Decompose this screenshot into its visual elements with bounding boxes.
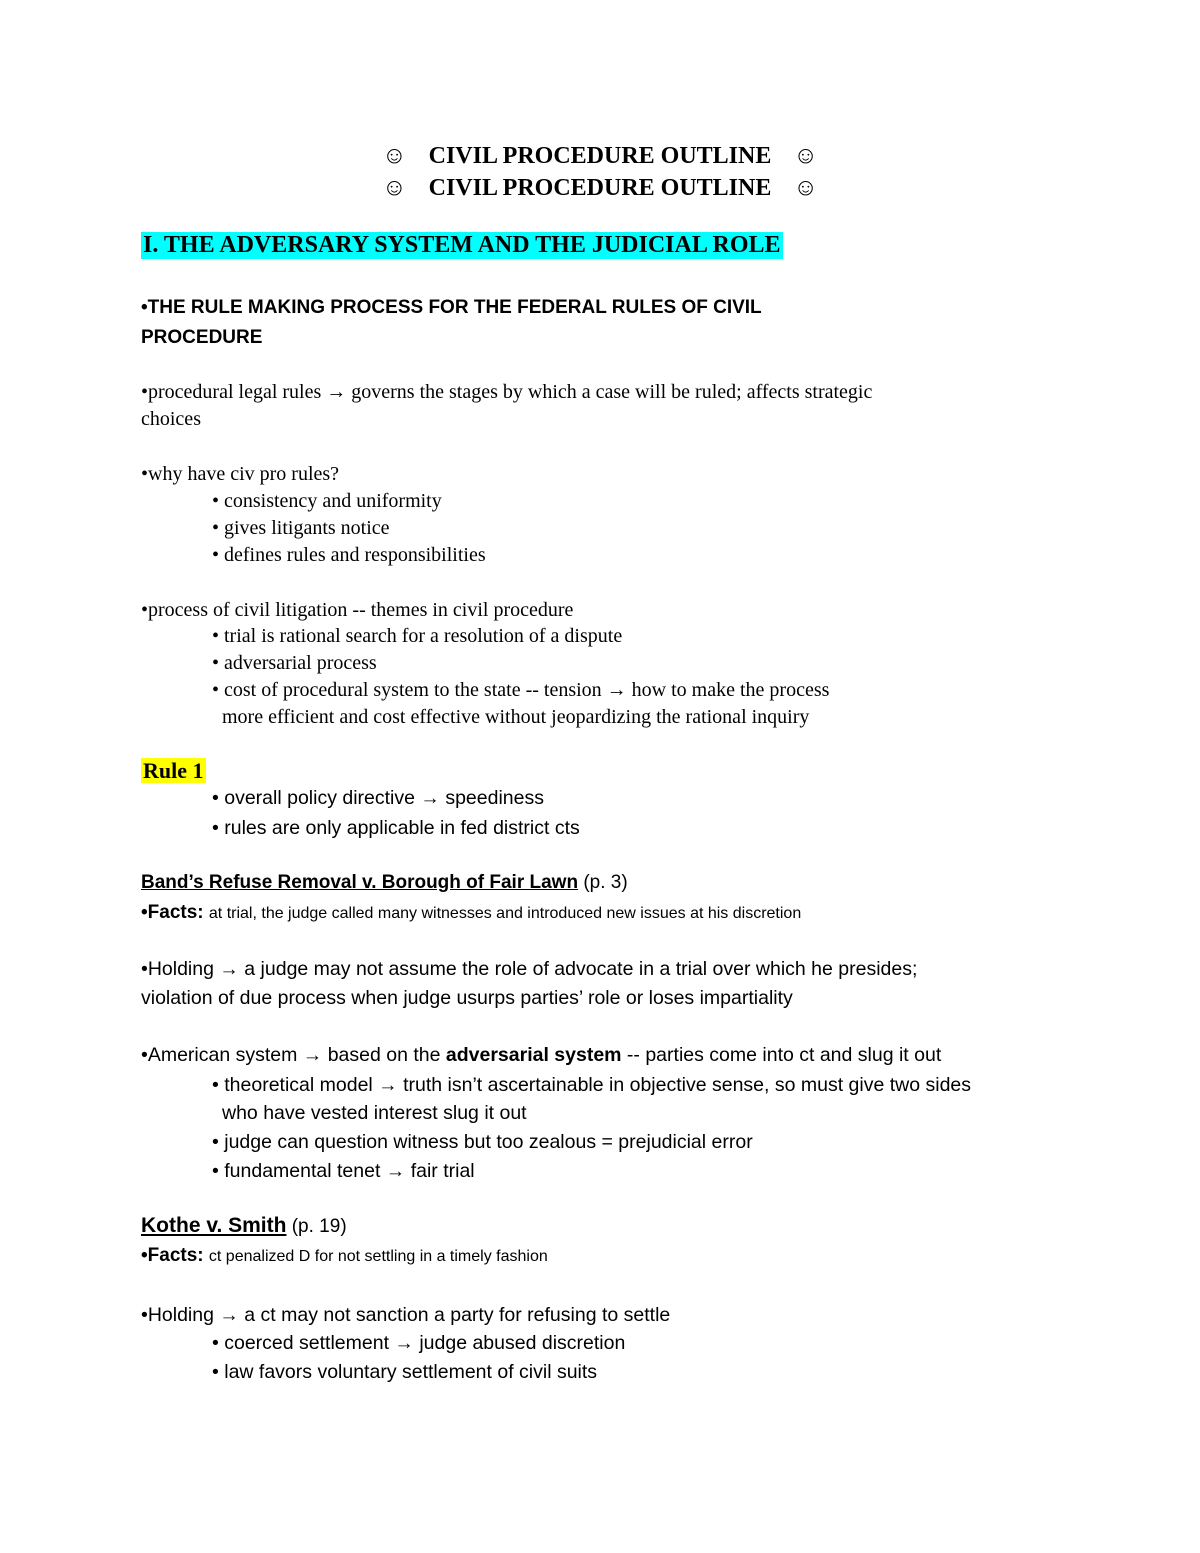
case-holding: •Holding → a ct may not sanction a party for refusing to settle bbox=[141, 1304, 671, 1326]
facts-label: •Facts: bbox=[141, 1245, 209, 1266]
rule-label bbox=[141, 758, 206, 784]
list-item-cont: who have vested interest slug it out bbox=[222, 1102, 527, 1124]
list-item: • gives litigants notice bbox=[212, 517, 390, 539]
rule-label-text: Rule 1 bbox=[143, 758, 204, 783]
list-item: • theoretical model → truth isn’t ascertainable in objective sense, so must give two sides bbox=[212, 1074, 972, 1096]
list-item: • trial is rational search for a resolution of a dispute bbox=[212, 625, 623, 647]
title-text: CIVIL PROCEDURE OUTLINE bbox=[428, 175, 772, 201]
case-name: Kothe v. Smith bbox=[141, 1214, 287, 1237]
paragraph-cont: choices bbox=[141, 408, 201, 430]
list-item-cont: more efficient and cost effective without jeopardizing the rational inquiry bbox=[222, 706, 810, 728]
facts-text: ct penalized D for not settling in a timely fashion bbox=[208, 1248, 548, 1265]
title-text: CIVIL PROCEDURE OUTLINE bbox=[428, 143, 772, 169]
list-item: • rules are only applicable in fed district cts bbox=[212, 817, 580, 839]
subsection-heading: •THE RULE MAKING PROCESS FOR THE FEDERAL RULES OF CIVIL bbox=[141, 297, 762, 318]
case-heading bbox=[141, 1214, 347, 1238]
smiley-icon: ☺ bbox=[382, 175, 407, 201]
list-item: • fundamental tenet → fair trial bbox=[212, 1160, 475, 1182]
case-facts bbox=[141, 902, 801, 924]
case-holding-cont: violation of due process when judge usurps parties’ role or loses impartiality bbox=[141, 987, 793, 1009]
paragraph: •procedural legal rules → governs the stages by which a case will be ruled; affects strategic bbox=[141, 381, 873, 403]
case-heading bbox=[141, 872, 628, 894]
list-heading: •process of civil litigation -- themes in civil procedure bbox=[141, 599, 574, 621]
section-heading: I. THE ADVERSARY SYSTEM AND THE JUDICIAL ROLE bbox=[143, 232, 781, 258]
subsection-heading-cont: PROCEDURE bbox=[141, 327, 263, 348]
list-item: • consistency and uniformity bbox=[212, 490, 442, 512]
american-system bbox=[141, 1041, 941, 1070]
american-pre: •American system → based on the bbox=[141, 1044, 446, 1066]
list-item: • cost of procedural system to the state -- tension → how to make the process bbox=[212, 679, 830, 701]
document-title bbox=[0, 143, 1200, 170]
list-item: • law favors voluntary settlement of civil suits bbox=[212, 1361, 598, 1383]
smiley-icon: ☺ bbox=[793, 175, 818, 201]
case-page: (p. 3) bbox=[578, 872, 628, 893]
smiley-icon: ☺ bbox=[793, 143, 818, 169]
list-item: • defines rules and responsibilities bbox=[212, 544, 486, 566]
case-holding: •Holding → a judge may not assume the role of advocate in a trial over which he presides; bbox=[141, 958, 918, 980]
list-heading: •why have civ pro rules? bbox=[141, 463, 340, 485]
case-page: (p. 19) bbox=[286, 1216, 347, 1237]
smiley-icon: ☺ bbox=[382, 143, 407, 169]
list-item: • judge can question witness but too zealous = prejudicial error bbox=[212, 1131, 753, 1153]
case-facts bbox=[141, 1245, 548, 1267]
facts-label: •Facts: bbox=[141, 902, 209, 923]
facts-text: at trial, the judge called many witnesses and introduced new issues at his discretion bbox=[208, 905, 802, 922]
list-item: • overall policy directive → speediness bbox=[212, 787, 544, 809]
list-item: • coerced settlement → judge abused discretion bbox=[212, 1332, 626, 1354]
case-name: Band’s Refuse Removal v. Borough of Fair Lawn bbox=[141, 872, 579, 893]
american-post: -- parties come into ct and slug it out bbox=[621, 1044, 942, 1066]
document-title-repeat bbox=[0, 175, 1200, 202]
american-bold: adversarial system bbox=[445, 1044, 622, 1066]
list-item: • adversarial process bbox=[212, 652, 377, 674]
